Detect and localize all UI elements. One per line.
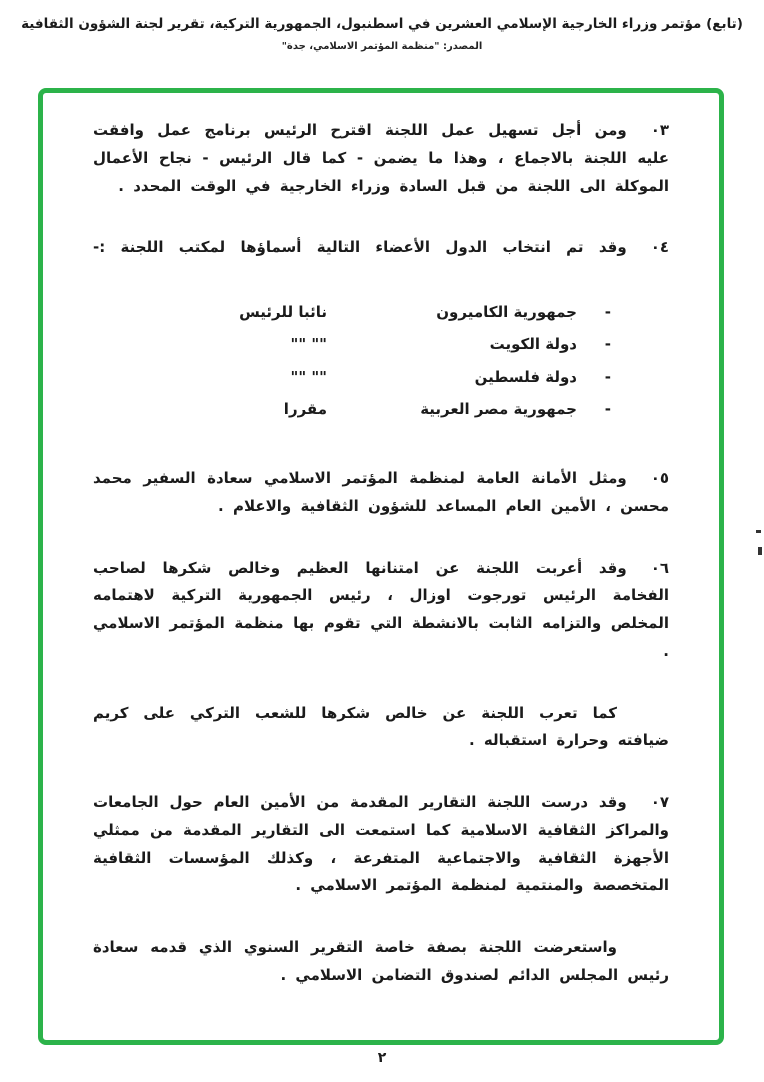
roster-country: دولة فلسطين	[474, 367, 577, 386]
paragraph-6-marker: ٠٦	[650, 558, 669, 577]
paragraph-5	[93, 465, 669, 521]
roster-role: "" ""	[290, 367, 327, 386]
paragraph-7-marker: ٠٧	[650, 793, 669, 811]
paragraph-4	[93, 234, 669, 262]
roster-country: جمهورية الكاميرون	[436, 303, 577, 321]
roster-country: دولة الكويت	[489, 335, 577, 354]
roster-row	[93, 296, 611, 328]
paragraph-3-text: ومن أجل تسهيل عمل اللجنة اقترح الرئيس برنامج عمل وافقت عليه اللجنة بالاجماع ، وهذا ما يضمن - كما قال الرئيس - نجاح الأعمال الموكلة الى اللجنة من قبل السادة وزراء الخارجية في الوقت المحدد .	[93, 121, 669, 195]
paragraph-7	[93, 789, 669, 900]
paragraph-6	[93, 555, 669, 666]
roster-row	[93, 361, 611, 393]
page-title: (تابع) مؤتمر وزراء الخارجية الإسلامي العشرين في اسطنبول، الجمهورية التركية، تقرير لجنة الشؤون الثقافية	[21, 16, 743, 32]
paragraph-5-marker: ٠٥	[650, 469, 669, 487]
paragraph-7-text: وقد درست اللجنة التقارير المقدمة من الأمين العام حول الجامعات والمراكز الثقافية الاسلامية كما استمعت الى التقارير المقدمة من ممثلي الأجهزة الثقافية والاجتماعية المتفرعة ، وكذلك المؤسسات الثقافية المتخصصة والمنتمية لمنظمة المؤتمر الاسلامي .	[93, 793, 669, 895]
page-header	[0, 16, 764, 52]
committee-roster	[93, 296, 669, 425]
document-frame	[38, 88, 724, 1045]
paragraph-5-text: ومثل الأمانة العامة لمنظمة المؤتمر الاسلامي سعادة السفير محمد محسن ، الأمين العام المساعد للشؤون الثقافية والاعلام .	[93, 469, 669, 515]
roster-dash: -	[604, 303, 611, 321]
page-footer	[0, 1050, 764, 1066]
paragraph-7b-text: واستعرضت اللجنة بصفة خاصة التقرير السنوي الذي قدمه سعادة رئيس المجلس الدائم لصندوق التضامن الاسلامي .	[93, 938, 669, 984]
roster-dash: -	[604, 335, 611, 354]
paragraph-4-text: وقد تم انتخاب الدول الأعضاء التالية أسماؤها لمكتب اللجنة :-	[93, 238, 627, 257]
scan-artifact	[758, 547, 762, 555]
roster-role: "" ""	[290, 335, 327, 354]
roster-role: نائبا للرئيس	[239, 303, 327, 321]
roster-row	[93, 328, 611, 360]
paragraph-3-marker: ٠٣	[650, 121, 669, 139]
roster-role: مقررا	[283, 399, 327, 418]
roster-row	[93, 393, 611, 425]
page-number: ٢	[377, 1050, 387, 1066]
paragraph-3	[93, 117, 669, 200]
source-line: المصدر: "منظمة المؤتمر الاسلامي، جدة"	[281, 41, 483, 52]
roster-dash: -	[604, 399, 611, 418]
paragraph-6b	[93, 700, 669, 756]
roster-country: جمهورية مصر العربية	[420, 399, 577, 418]
paragraph-4-marker: ٠٤	[650, 238, 669, 257]
paragraph-6b-text: كما تعرب اللجنة عن خالص شكرها للشعب التركي على كريم ضيافته وحرارة استقباله .	[93, 703, 669, 750]
roster-dash: -	[604, 367, 611, 386]
scan-artifact	[756, 530, 761, 533]
paragraph-6-text: وقد أعربت اللجنة عن امتنانها العظيم وخالص شكرها لصاحب الفخامة الرئيس تورجوت اوزال ، رئيس الجمهورية التركية لاهتمامه المخلص والتزامه الثابت بالانشطة التي تقوم بها منظمة المؤتمر الاسلامي .	[93, 558, 669, 660]
paragraph-7b	[93, 934, 669, 990]
